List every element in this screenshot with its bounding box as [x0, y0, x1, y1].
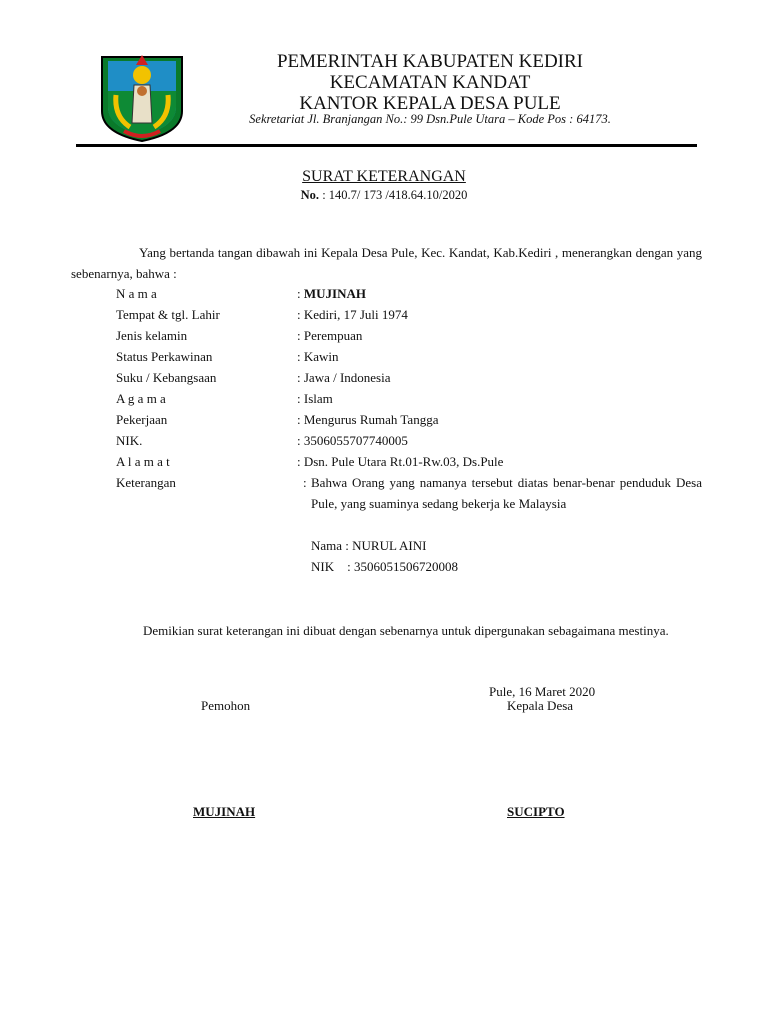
kediri-regency-emblem-logo	[96, 51, 188, 143]
field-value: : Islam	[297, 391, 333, 406]
field-value: : Mengurus Rumah Tangga	[297, 412, 439, 427]
closing-paragraph: Demikian surat keterangan ini dibuat dengan sebenarnya untuk dipergunakan sebagaimana mestinya.	[143, 623, 669, 638]
intro-paragraph: Yang bertanda tangan dibawah ini Kepala Desa Pule, Kec. Kandat, Kab.Kediri , menerangkan dengan yang sebenarnya, bahwa :	[71, 245, 702, 281]
field-label: Suku / Kebangsaan	[116, 370, 217, 385]
field-value: : Kawin	[297, 349, 339, 364]
field-label: Pekerjaan	[116, 412, 168, 427]
official-role: Kepala Desa	[507, 698, 574, 713]
field-label: A g a m a	[116, 391, 166, 406]
header-district: KECAMATAN KANDAT	[329, 72, 531, 93]
field-label: N a m a	[116, 286, 157, 301]
field-label: Tempat & tgl. Lahir	[116, 307, 220, 322]
spouse-name: Nama : NURUL AINI	[311, 538, 427, 553]
field-label: Status Perkawinan	[116, 349, 213, 364]
field-value: : Dsn. Pule Utara Rt.01-Rw.03, Ds.Pule	[297, 454, 504, 469]
applicant-role: Pemohon	[201, 698, 251, 713]
field-label: NIK.	[116, 433, 143, 448]
official-name: SUCIPTO	[507, 804, 565, 819]
header-address: Sekretariat Jl. Branjangan No.: 99 Dsn.Pule Utara – Kode Pos : 64173.	[249, 112, 611, 126]
document-title: SURAT KETERANGAN	[302, 168, 466, 185]
spouse-nik: NIK : 3506051506720008	[311, 559, 458, 574]
field-value: : Kediri, 17 Juli 1974	[297, 307, 408, 322]
place-date: Pule, 16 Maret 2020	[489, 684, 596, 699]
header-divider	[76, 144, 697, 147]
document-number: No. : 140.7/ 173 /418.64.10/2020	[300, 188, 468, 202]
field-value: : 3506055707740005	[297, 433, 408, 448]
header-government: PEMERINTAH KABUPATEN KEDIRI	[276, 51, 583, 72]
field-label: A l a m a t	[116, 454, 170, 469]
field-value: : Jawa / Indonesia	[297, 370, 391, 385]
field-label: Keterangan	[116, 475, 176, 490]
field-value: : MUJINAH	[297, 286, 366, 301]
keterangan-text: Bahwa Orang yang namanya tersebut diatas benar-benar penduduk Desa Pule, yang suaminya sedang bekerja ke Malaysia	[311, 475, 702, 511]
applicant-name: MUJINAH	[193, 804, 256, 819]
field-value: : Perempuan	[297, 328, 363, 343]
field-label: Jenis kelamin	[116, 328, 188, 343]
field-value: :	[303, 475, 307, 490]
header-village-office: KANTOR KEPALA DESA PULE	[299, 93, 561, 114]
